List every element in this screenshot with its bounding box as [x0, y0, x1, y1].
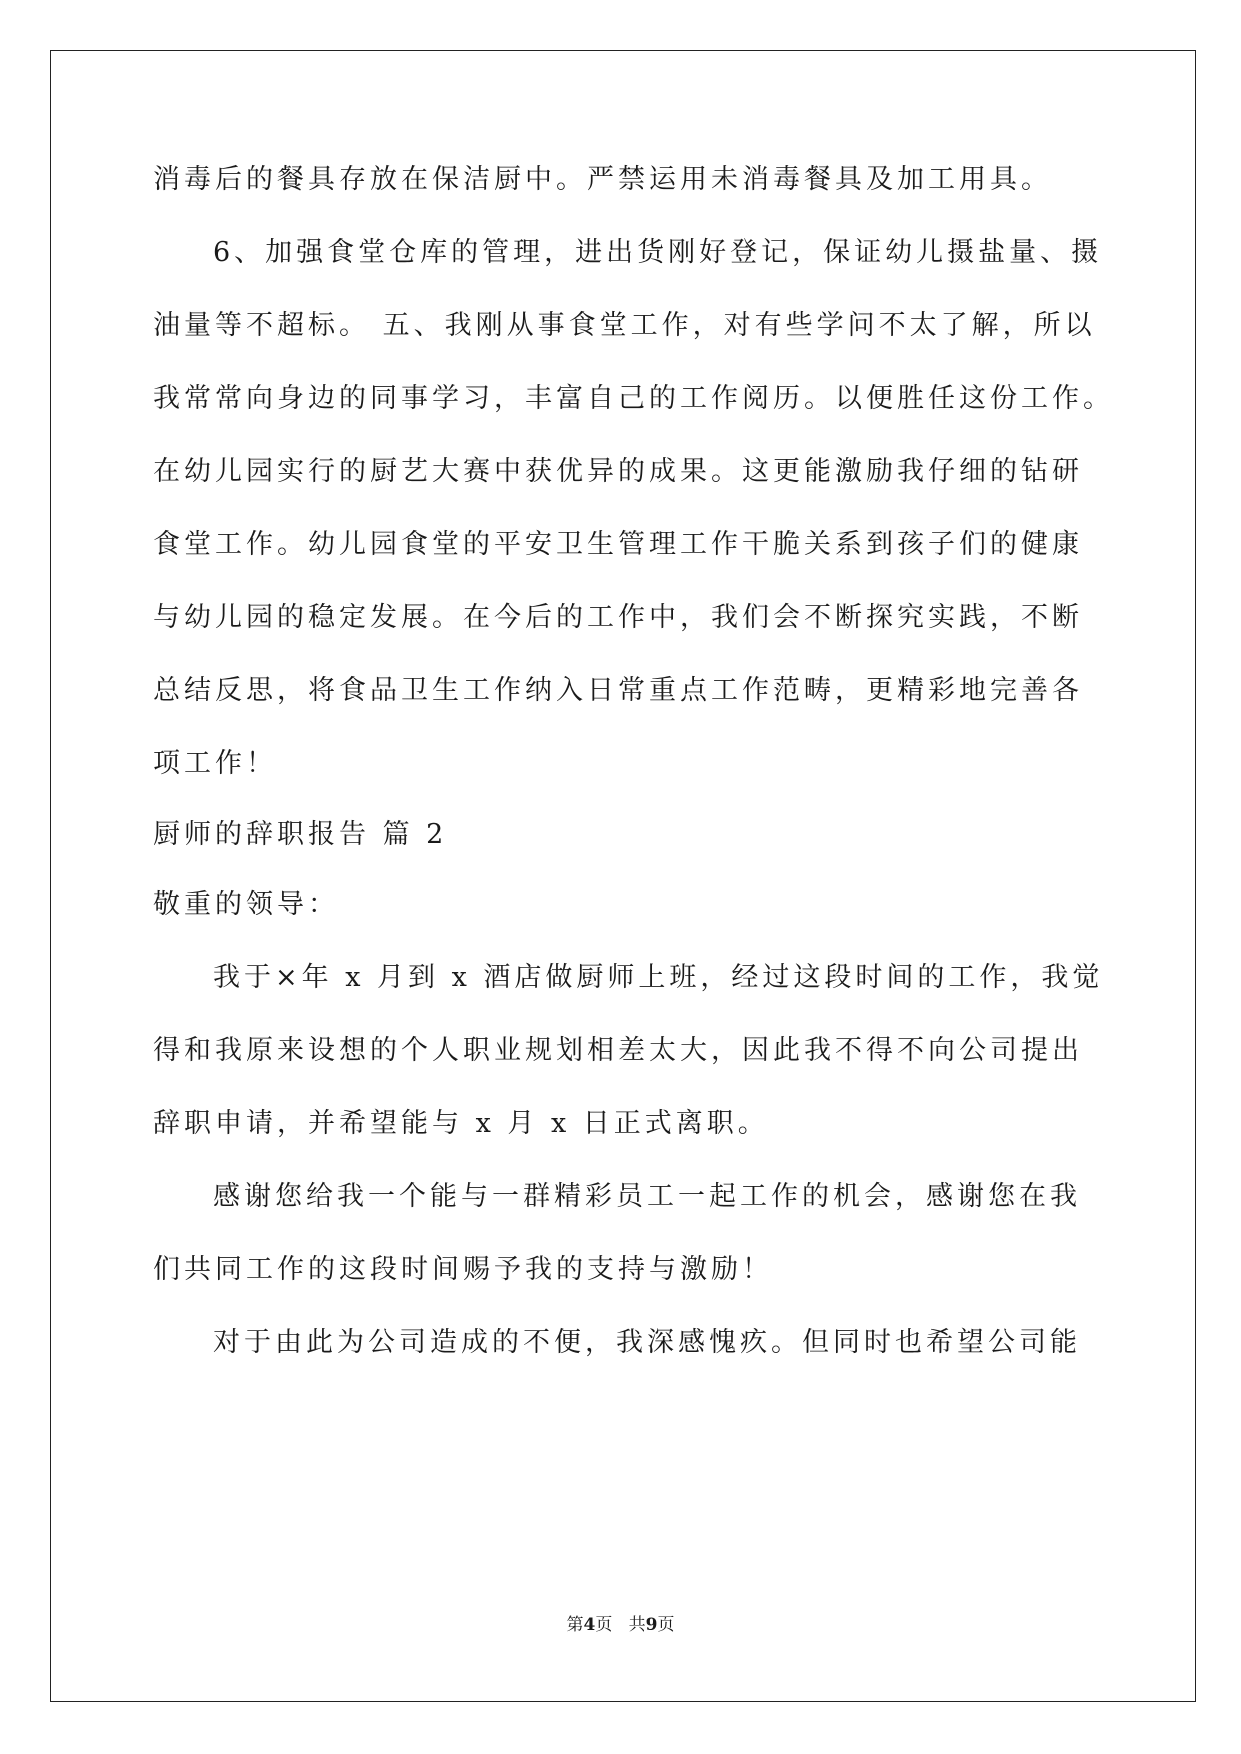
text-line: 食堂工作。幼儿园食堂的平安卫生管理工作干脆关系到孩子们的健康 — [153, 529, 1083, 560]
text-line: 在幼儿园实行的厨艺大赛中获优异的成果。这更能激励我仔细的钻研 — [153, 456, 1083, 487]
text-line: 们共同工作的这段时间赐予我的支持与激励！ — [153, 1254, 773, 1285]
text-line: 总结反思，将食品卫生工作纳入日常重点工作范畴，更精彩地完善各 — [153, 675, 1083, 706]
current-page-number: 4 — [583, 1615, 596, 1635]
text-line: 辞职申请，并希望能与 x 月 x 日正式离职。 — [153, 1108, 769, 1139]
footer-suffix: 页 — [657, 1615, 675, 1635]
text-line: 得和我原来设想的个人职业规划相差太大，因此我不得不向公司提出 — [153, 1035, 1083, 1066]
text-line: 6、加强食堂仓库的管理，进出货刚好登记，保证幼儿摄盐量、摄 — [213, 237, 1103, 268]
page-footer — [0, 1610, 1241, 1635]
text-line: 与幼儿园的稳定发展。在今后的工作中，我们会不断探究实践，不断 — [153, 602, 1083, 633]
text-line: 我常常向身边的同事学习，丰富自己的工作阅历。以便胜任这份工作。 — [153, 383, 1114, 414]
footer-prefix: 第 — [566, 1615, 584, 1635]
salutation: 敬重的领导： — [153, 889, 339, 920]
text-line: 我于×年 x 月到 x 酒店做厨师上班，经过这段时间的工作，我觉 — [213, 962, 1104, 993]
text-line: 项工作！ — [153, 748, 277, 779]
text-line: 对于由此为公司造成的不便，我深感愧疚。但同时也希望公司能 — [213, 1327, 1081, 1358]
section-heading: 厨师的辞职报告 篇 2 — [153, 819, 448, 850]
footer-mid: 页 共 — [595, 1615, 646, 1635]
text-line: 感谢您给我一个能与一群精彩员工一起工作的机会，感谢您在我 — [213, 1181, 1081, 1212]
text-line: 油量等不超标。 五、我刚从事食堂工作，对有些学问不太了解，所以 — [153, 310, 1096, 341]
page-border — [50, 50, 1196, 1702]
total-page-count: 9 — [645, 1615, 658, 1635]
text-line: 消毒后的餐具存放在保洁厨中。严禁运用未消毒餐具及加工用具。 — [153, 164, 1052, 195]
